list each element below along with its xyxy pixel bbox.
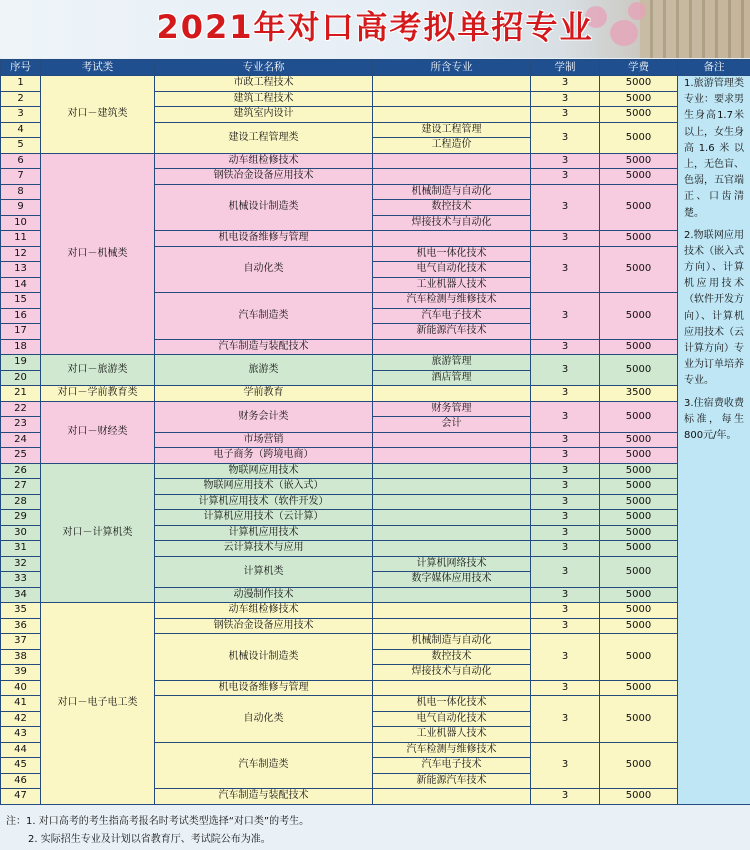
sub-major-cell: 数控技术 [373,200,531,216]
years-cell: 3 [531,743,600,790]
major-name-cell: 钢铁冶金设备应用技术 [155,619,373,635]
fee-cell: 5000 [600,169,678,185]
years-cell: 3 [531,510,600,526]
sub-major-cell [373,107,531,123]
sub-major-cell [373,479,531,495]
sub-major-cell: 机电一体化技术 [373,247,531,263]
fee-cell: 5000 [600,107,678,123]
row-index: 43 [1,727,41,743]
row-index: 36 [1,619,41,635]
years-cell: 3 [531,495,600,511]
row-index: 5 [1,138,41,154]
years-cell: 3 [531,293,600,340]
header-sub-majors: 所含专业 [373,60,531,76]
major-name-cell: 自动化类 [155,696,373,743]
row-index: 30 [1,526,41,542]
sub-major-cell [373,603,531,619]
sub-major-cell [373,588,531,604]
row-index: 34 [1,588,41,604]
row-index: 10 [1,216,41,232]
sub-major-cell: 焊接技术与自动化 [373,665,531,681]
row-index: 19 [1,355,41,371]
major-name-cell: 汽车制造类 [155,743,373,790]
years-cell: 3 [531,696,600,743]
row-index: 29 [1,510,41,526]
page-title: 2021年对口高考拟单招专业 [156,8,594,46]
major-name-cell: 建筑室内设计 [155,107,373,123]
exam-type-cell: 对口－计算机类 [41,464,155,604]
years-cell: 3 [531,154,600,170]
sub-major-cell [373,541,531,557]
sub-major-cell: 旅游管理 [373,355,531,371]
major-name-cell: 汽车制造与装配技术 [155,340,373,356]
years-cell: 3 [531,619,600,635]
years-cell: 3 [531,789,600,805]
row-index: 39 [1,665,41,681]
row-index: 27 [1,479,41,495]
major-name-cell: 机电设备维修与管理 [155,231,373,247]
exam-type-cell: 对口－机械类 [41,154,155,356]
sub-major-cell: 工业机器人技术 [373,278,531,294]
row-index: 20 [1,371,41,387]
fee-cell: 5000 [600,402,678,433]
fee-cell: 5000 [600,696,678,743]
fee-cell: 5000 [600,154,678,170]
major-name-cell: 建筑工程技术 [155,92,373,108]
fee-cell: 5000 [600,123,678,154]
sub-major-cell: 焊接技术与自动化 [373,216,531,232]
major-name-cell: 云计算技术与应用 [155,541,373,557]
sub-major-cell [373,76,531,92]
row-index: 42 [1,712,41,728]
row-index: 33 [1,572,41,588]
years-cell: 3 [531,76,600,92]
sub-major-cell [373,231,531,247]
sub-major-cell [373,681,531,697]
sub-major-cell: 建设工程管理 [373,123,531,139]
fee-cell: 5000 [600,479,678,495]
years-cell: 3 [531,557,600,588]
years-cell: 3 [531,448,600,464]
footnote-2: 2. 实际招生专业及计划以省教育厅、考试院公布为准。 [28,834,271,845]
row-index: 26 [1,464,41,480]
sub-major-cell: 会计 [373,417,531,433]
sub-major-cell: 工业机器人技术 [373,727,531,743]
sub-major-cell: 机械制造与自动化 [373,634,531,650]
years-cell: 3 [531,231,600,247]
fee-cell: 5000 [600,247,678,294]
majors-table [0,59,750,805]
fee-cell: 5000 [600,557,678,588]
exam-type-cell: 对口－建筑类 [41,76,155,154]
major-name-cell: 机电设备维修与管理 [155,681,373,697]
fee-cell: 5000 [600,510,678,526]
years-cell: 3 [531,588,600,604]
major-name-cell: 机械设计制造类 [155,185,373,232]
fee-cell: 5000 [600,76,678,92]
row-index: 38 [1,650,41,666]
header-fee: 学费 [600,60,678,76]
years-cell: 3 [531,169,600,185]
major-name-cell: 计算机应用技术 [155,526,373,542]
fee-cell: 5000 [600,340,678,356]
fee-cell: 5000 [600,603,678,619]
header-years: 学制 [531,60,600,76]
row-index: 24 [1,433,41,449]
exam-type-cell: 对口－财经类 [41,402,155,464]
fee-cell: 5000 [600,789,678,805]
sub-major-cell [373,154,531,170]
major-name-cell: 机械设计制造类 [155,634,373,681]
major-name-cell: 市政工程技术 [155,76,373,92]
sub-major-cell [373,433,531,449]
sub-major-cell: 财务管理 [373,402,531,418]
years-cell: 3 [531,526,600,542]
major-name-cell: 钢铁冶金设备应用技术 [155,169,373,185]
years-cell: 3 [531,185,600,232]
row-index: 9 [1,200,41,216]
row-index: 47 [1,789,41,805]
sub-major-cell [373,619,531,635]
row-index: 11 [1,231,41,247]
fee-cell: 5000 [600,464,678,480]
major-name-cell: 建设工程管理类 [155,123,373,154]
fee-cell: 5000 [600,743,678,790]
fee-cell: 5000 [600,634,678,681]
row-index: 44 [1,743,41,759]
exam-type-cell: 对口－学前教育类 [41,386,155,402]
years-cell: 3 [531,123,600,154]
major-name-cell: 电子商务（跨境电商） [155,448,373,464]
sub-major-cell: 工程造价 [373,138,531,154]
row-index: 4 [1,123,41,139]
fee-cell: 5000 [600,681,678,697]
remark-paragraph: 3.住宿费收费标准，每生800元/年。 [684,397,744,441]
row-index: 1 [1,76,41,92]
major-name-cell: 动漫制作技术 [155,588,373,604]
header-index: 序号 [1,60,41,76]
major-name-cell: 动车组检修技术 [155,603,373,619]
row-index: 6 [1,154,41,170]
row-index: 31 [1,541,41,557]
years-cell: 3 [531,355,600,386]
years-cell: 3 [531,681,600,697]
row-index: 17 [1,324,41,340]
sub-major-cell [373,92,531,108]
years-cell: 3 [531,433,600,449]
sub-major-cell: 汽车检测与维修技术 [373,743,531,759]
header-major-name: 专业名称 [155,60,373,76]
sub-major-cell: 机电一体化技术 [373,696,531,712]
years-cell: 3 [531,247,600,294]
years-cell: 3 [531,107,600,123]
sub-major-cell [373,789,531,805]
major-name-cell: 自动化类 [155,247,373,294]
sub-major-cell: 新能源汽车技术 [373,774,531,790]
row-index: 8 [1,185,41,201]
row-index: 28 [1,495,41,511]
years-cell: 3 [531,340,600,356]
major-name-cell: 旅游类 [155,355,373,386]
years-cell: 3 [531,541,600,557]
sub-major-cell: 新能源汽车技术 [373,324,531,340]
fee-cell: 5000 [600,185,678,232]
row-index: 32 [1,557,41,573]
row-index: 41 [1,696,41,712]
fee-cell: 5000 [600,526,678,542]
sub-major-cell [373,495,531,511]
row-index: 16 [1,309,41,325]
fee-cell: 5000 [600,448,678,464]
sub-major-cell [373,510,531,526]
row-index: 13 [1,262,41,278]
remark-paragraph: 2.物联网应用技术（嵌入式方向）、计算机应用技术（软件开发方向）、计算机应用技术（云计算方向）专业为订单培养专业。 [684,229,744,387]
header-remarks: 备注 [678,60,750,76]
row-index: 46 [1,774,41,790]
fee-cell: 5000 [600,619,678,635]
fee-cell: 5000 [600,355,678,386]
major-name-cell: 物联网应用技术 [155,464,373,480]
fee-cell: 5000 [600,541,678,557]
exam-type-cell: 对口－旅游类 [41,355,155,386]
major-name-cell: 动车组检修技术 [155,154,373,170]
sub-major-cell [373,340,531,356]
major-name-cell: 计算机类 [155,557,373,588]
sub-major-cell: 汽车电子技术 [373,758,531,774]
remarks-cell [678,76,750,805]
major-name-cell: 计算机应用技术（云计算） [155,510,373,526]
sub-major-cell: 计算机网络技术 [373,557,531,573]
sub-major-cell [373,464,531,480]
major-name-cell: 计算机应用技术（软件开发） [155,495,373,511]
row-index: 2 [1,92,41,108]
sub-major-cell: 汽车电子技术 [373,309,531,325]
row-index: 45 [1,758,41,774]
row-index: 25 [1,448,41,464]
row-index: 12 [1,247,41,263]
fee-cell: 3500 [600,386,678,402]
row-index: 40 [1,681,41,697]
fee-cell: 5000 [600,92,678,108]
exam-type-cell: 对口－电子电工类 [41,603,155,805]
years-cell: 3 [531,634,600,681]
fee-cell: 5000 [600,495,678,511]
sub-major-cell [373,386,531,402]
row-index: 37 [1,634,41,650]
header-exam-type: 考试类 [41,60,155,76]
sub-major-cell [373,169,531,185]
years-cell: 3 [531,92,600,108]
row-index: 35 [1,603,41,619]
footnotes [0,805,750,850]
major-name-cell: 物联网应用技术（嵌入式） [155,479,373,495]
years-cell: 3 [531,479,600,495]
row-index: 14 [1,278,41,294]
row-index: 22 [1,402,41,418]
sub-major-cell: 电气自动化技术 [373,262,531,278]
fee-cell: 5000 [600,293,678,340]
footnote-1: 注：1. 对口高考的考生指高考报名时考试类型选择“对口类”的考生。 [6,816,310,827]
row-index: 23 [1,417,41,433]
years-cell: 3 [531,464,600,480]
row-index: 21 [1,386,41,402]
years-cell: 3 [531,386,600,402]
sub-major-cell: 酒店管理 [373,371,531,387]
sub-major-cell [373,448,531,464]
major-name-cell: 学前教育 [155,386,373,402]
sub-major-cell: 数控技术 [373,650,531,666]
years-cell: 3 [531,402,600,433]
major-name-cell: 财务会计类 [155,402,373,433]
years-cell: 3 [531,603,600,619]
fee-cell: 5000 [600,231,678,247]
row-index: 18 [1,340,41,356]
major-name-cell: 汽车制造与装配技术 [155,789,373,805]
sub-major-cell [373,526,531,542]
fee-cell: 5000 [600,433,678,449]
remark-paragraph: 1.旅游管理类专业：要求男生身高1.7米以上，女生身高1.6米以上，无色盲、色弱，五官端正、口齿清楚。 [684,78,744,219]
major-name-cell: 市场营销 [155,433,373,449]
major-name-cell: 汽车制造类 [155,293,373,340]
row-index: 7 [1,169,41,185]
row-index: 3 [1,107,41,123]
sub-major-cell: 机械制造与自动化 [373,185,531,201]
row-index: 15 [1,293,41,309]
sub-major-cell: 电气自动化技术 [373,712,531,728]
fee-cell: 5000 [600,588,678,604]
sub-major-cell: 汽车检测与维修技术 [373,293,531,309]
sub-major-cell: 数字媒体应用技术 [373,572,531,588]
